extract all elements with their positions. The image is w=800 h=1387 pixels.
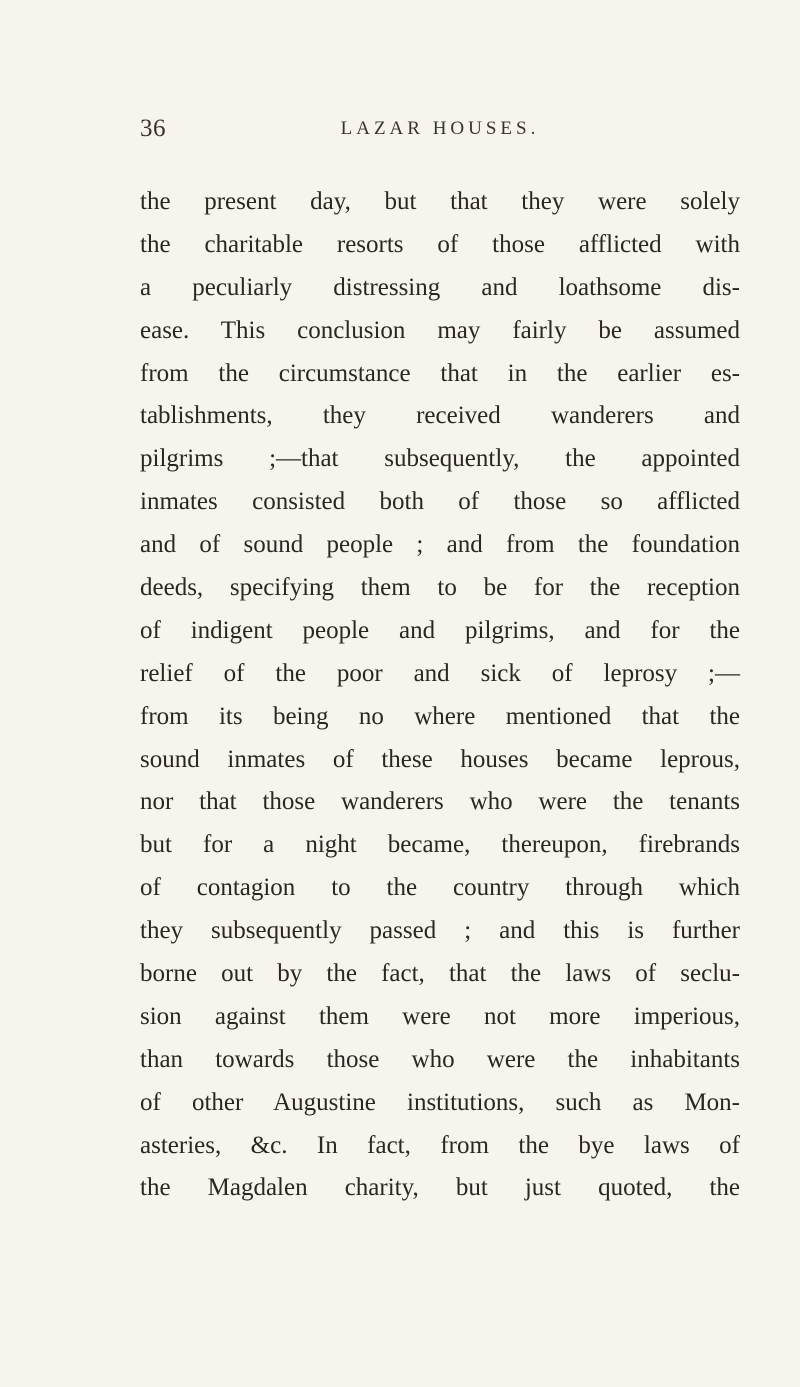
text-line: from its being no where mentioned that the xyxy=(140,702,740,730)
text-line: borne out by the fact, that the laws of seclu- xyxy=(140,960,740,988)
text-line: nor that those wanderers who were the tenants xyxy=(140,788,740,816)
text-line: inmates consisted both of those so afflicted xyxy=(140,488,740,516)
text-line: but for a night became, thereupon, firebrands xyxy=(140,831,740,859)
text-line: asteries, &c. In fact, from the bye laws of xyxy=(140,1131,740,1159)
text-line: deeds, specifying them to be for the reception xyxy=(140,574,740,602)
text-line: the present day, but that they were solely xyxy=(140,188,740,215)
text-line: relief of the poor and sick of leprosy ;— xyxy=(140,659,740,687)
text-line: the charitable resorts of those afflicted with xyxy=(140,230,740,258)
text-line: and of sound people ; and from the foundation xyxy=(140,531,740,559)
text-line: a peculiarly distressing and loathsome dis- xyxy=(140,273,740,301)
text-line: ease. This conclusion may fairly be assumed xyxy=(140,316,740,344)
page-header xyxy=(140,115,740,155)
text-line: they subsequently passed ; and this is further xyxy=(140,917,740,945)
text-line: from the circumstance that in the earlier es- xyxy=(140,359,740,387)
text-line: sound inmates of these houses became leprous, xyxy=(140,745,740,773)
running-head: LAZAR HOUSES. xyxy=(340,118,540,139)
text-line: of other Augustine institutions, such as Mon- xyxy=(140,1088,740,1116)
text-line: of contagion to the country through which xyxy=(140,874,740,902)
text-line: sion against them were not more imperious, xyxy=(140,1002,740,1030)
text-line: pilgrims ;—that subsequently, the appointed xyxy=(140,445,740,473)
page-number: 36 xyxy=(140,115,166,142)
text-line: tablishments, they received wanderers and xyxy=(140,402,740,430)
body-text xyxy=(140,181,740,1210)
text-line: the Magdalen charity, but just quoted, the xyxy=(140,1174,740,1202)
text-line: of indigent people and pilgrims, and for the xyxy=(140,616,740,644)
text-line: than towards those who were the inhabitants xyxy=(140,1045,740,1073)
